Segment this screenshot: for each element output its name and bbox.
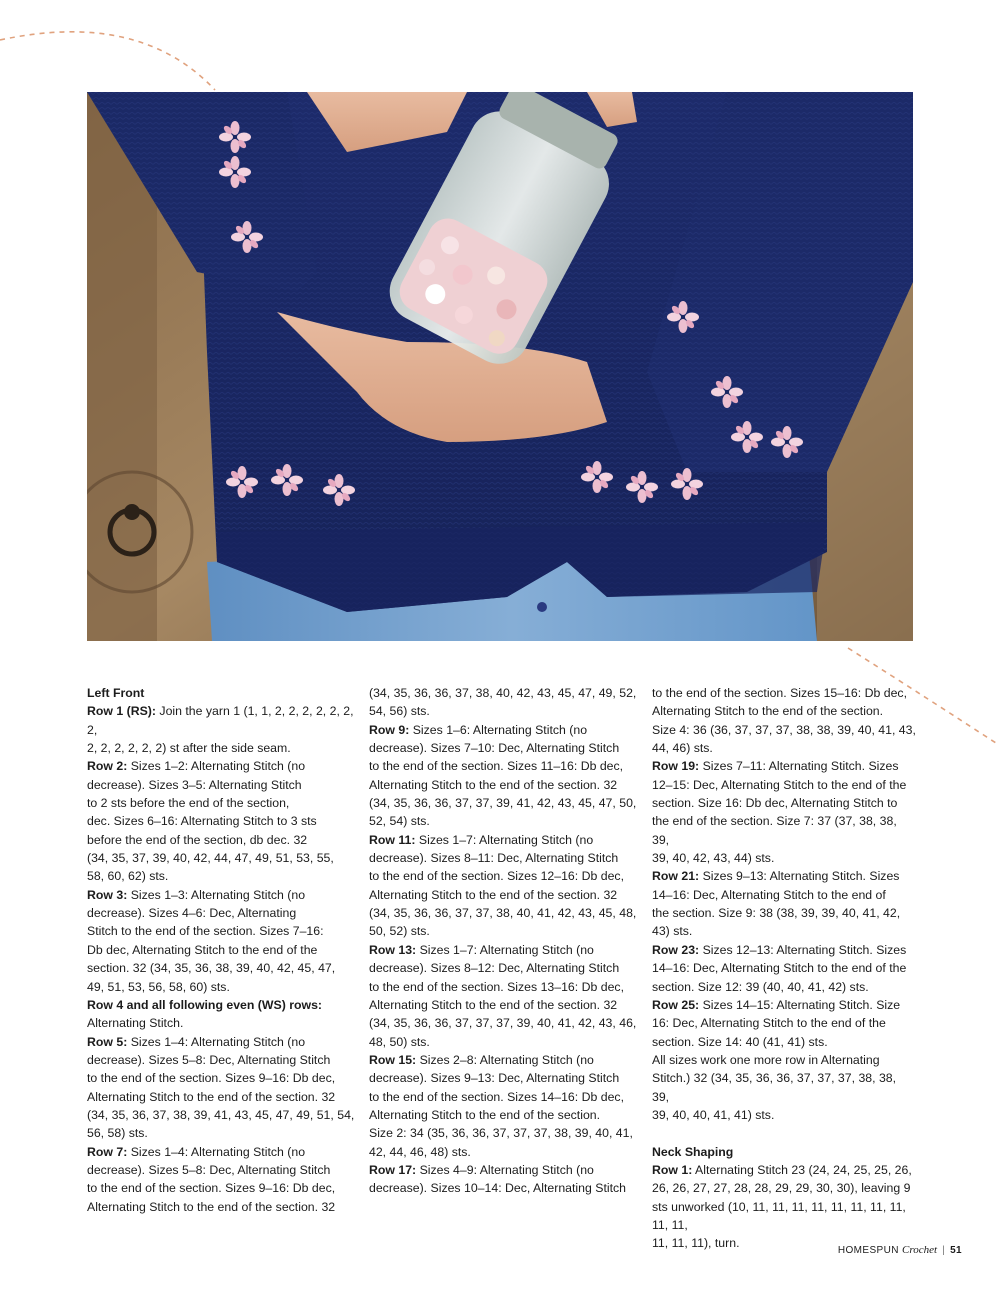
row-label: Row 7: [87, 1144, 128, 1159]
text-column-2 [369, 684, 637, 1198]
instruction-text: decrease). Sizes 7–10: Dec, Alternating Stitch [369, 741, 620, 756]
instruction-text: dec. Sizes 6–16: Alternating Stitch to 3 sts [87, 814, 317, 829]
instruction-text: Sizes 14–15: Alternating Stitch. Size [699, 997, 901, 1012]
text-line [87, 1033, 355, 1051]
cardigan-button-jar-photo-icon [87, 92, 913, 641]
text-line [87, 757, 355, 775]
instruction-text: to the end of the section. Sizes 9–16: Db dec, [87, 1071, 336, 1086]
text-line [369, 831, 637, 849]
text-line [369, 941, 637, 959]
row-label: Row 2: [87, 759, 128, 774]
instruction-text: (34, 35, 36, 36, 37, 37, 38, 40, 41, 42, 43, 45, 48, [369, 906, 637, 921]
text-line [87, 904, 355, 922]
text-line [369, 1014, 637, 1032]
instruction-text: decrease). Sizes 8–12: Dec, Alternating Stitch [369, 961, 620, 976]
text-line [369, 1088, 637, 1106]
text-line [87, 959, 355, 977]
text-line [87, 1014, 355, 1032]
instruction-text: Alternating Stitch to the end of the section. 32 [369, 887, 618, 902]
row-label: Row 5: [87, 1034, 128, 1049]
instruction-text: 39, 40, 40, 41, 41) sts. [652, 1107, 775, 1122]
text-line [87, 922, 355, 940]
section-heading: Left Front [87, 686, 145, 700]
text-line [87, 978, 355, 996]
text-line [652, 1051, 916, 1069]
instruction-text: 16: Dec, Alternating Stitch to the end of the [652, 1016, 886, 1031]
text-line [87, 1088, 355, 1106]
text-line [369, 1069, 637, 1087]
text-line [652, 941, 916, 959]
instruction-text: 14–16: Dec, Alternating Stitch to the end of the [652, 961, 907, 976]
instruction-text: 49, 51, 53, 56, 58, 60) sts. [87, 979, 230, 994]
text-line [652, 1033, 916, 1051]
instruction-text: Sizes 1–4: Alternating Stitch (no [127, 1144, 306, 1159]
row-label: Row 21: [652, 869, 700, 884]
text-line [369, 1143, 637, 1161]
text-line [652, 978, 916, 996]
text-line [652, 1179, 916, 1197]
text-column-3 [652, 684, 916, 1253]
text-line [369, 702, 637, 720]
text-line [369, 996, 637, 1014]
instruction-text: 54, 56) sts. [369, 704, 430, 719]
text-line [87, 941, 355, 959]
text-line [369, 721, 637, 739]
instruction-text: decrease). Sizes 3–5: Alternating Stitch [87, 777, 302, 792]
instruction-text: the section. Size 9: 38 (38, 39, 39, 40, 41, 42, [652, 906, 901, 921]
text-line [652, 996, 916, 1014]
row-label: Row 15: [369, 1052, 417, 1067]
text-line [87, 1161, 355, 1179]
text-line [369, 849, 637, 867]
instruction-text: (34, 35, 37, 39, 40, 42, 44, 47, 49, 51, 53, 55, [87, 851, 334, 866]
instruction-text: (34, 35, 36, 36, 37, 37, 37, 39, 40, 41, 42, 43, 46, [369, 1016, 637, 1031]
instruction-text: 58, 60, 62) sts. [87, 869, 169, 884]
row-label: Row 25: [652, 997, 700, 1012]
text-line [652, 922, 916, 940]
text-line [87, 867, 355, 885]
text-line [369, 1033, 637, 1051]
text-line [87, 1198, 355, 1216]
text-line [369, 867, 637, 885]
instruction-text: Sizes 9–13: Alternating Stitch. Sizes [699, 869, 900, 884]
text-line [369, 794, 637, 812]
text-line [652, 721, 916, 739]
instruction-text: to the end of the section. Sizes 14–16: Db dec, [369, 1089, 624, 1104]
footer-separator: | [942, 1245, 946, 1256]
instruction-text: section. 32 (34, 35, 36, 38, 39, 40, 42, 45, 47, [87, 961, 336, 976]
instruction-text: to the end of the section. Sizes 15–16: Db dec, [652, 686, 907, 700]
instruction-text: Sizes 1–2: Alternating Stitch (no [127, 759, 306, 774]
footer-brand-script: Crochet [902, 1244, 938, 1256]
instruction-text: (34, 35, 36, 36, 37, 37, 39, 41, 42, 43, 45, 47, 50, [369, 796, 637, 811]
text-line [369, 684, 637, 702]
instruction-text: Sizes 2–8: Alternating Stitch (no [416, 1052, 594, 1067]
instruction-text: decrease). Sizes 10–14: Dec, Alternating Stitch [369, 1181, 627, 1196]
text-line [652, 794, 916, 812]
row-label: Row 3: [87, 887, 128, 902]
text-column-1 [87, 684, 355, 1216]
text-line [652, 959, 916, 977]
text-line [652, 849, 916, 867]
instruction-text: 2, 2, 2, 2, 2, 2) st after the side seam. [87, 741, 291, 756]
instruction-text: 42, 44, 46, 48) sts. [369, 1144, 471, 1159]
text-line [652, 684, 916, 702]
instruction-text: Db dec, Alternating Stitch to the end of the [87, 942, 318, 957]
text-line [652, 1106, 916, 1124]
row-label: Row 13: [369, 942, 417, 957]
instruction-text: sts unworked (10, 11, 11, 11, 11, 11, 11, 11, 11, 11, 11, [652, 1199, 906, 1232]
text-line [369, 1051, 637, 1069]
instruction-text: Size 2: 34 (35, 36, 36, 37, 37, 37, 38, 39, 40, 41, [369, 1126, 633, 1141]
text-line [652, 776, 916, 794]
text-line [369, 886, 637, 904]
footer-brand: HOMESPUN [837, 1245, 899, 1256]
instruction-text: Sizes 4–9: Alternating Stitch (no [416, 1162, 594, 1177]
row-label: Row 11: [369, 832, 416, 847]
instruction-text: Alternating Stitch to the end of the section. 32 [369, 997, 618, 1012]
instruction-text: decrease). Sizes 8–11: Dec, Alternating Stitch [369, 851, 619, 866]
text-line [369, 959, 637, 977]
text-line [369, 922, 637, 940]
instruction-text: 50, 52) sts. [369, 924, 430, 939]
text-line [369, 739, 637, 757]
instruction-text: Stitch to the end of the section. Sizes 7–16: [87, 924, 324, 939]
instruction-text: section. Size 16: Db dec, Alternating Stitch to [652, 796, 898, 811]
instruction-text: before the end of the section, db dec. 32 [87, 832, 308, 847]
instruction-text: 48, 50) sts. [369, 1034, 430, 1049]
instruction-text: Alternating Stitch to the end of the section. [369, 1107, 601, 1122]
section-heading: Neck Shaping [652, 1144, 734, 1159]
instruction-text: section. Size 12: 39 (40, 40, 41, 42) sts. [652, 979, 869, 994]
text-line [652, 1069, 916, 1106]
text-line [87, 1143, 355, 1161]
text-line [652, 757, 916, 775]
text-line [87, 1069, 355, 1087]
row-label: Row 1: [652, 1162, 693, 1177]
instruction-text: 12–15: Dec, Alternating Stitch to the end of the [652, 777, 907, 792]
instruction-text: Sizes 1–4: Alternating Stitch (no [127, 1034, 306, 1049]
text-line [87, 794, 355, 812]
instruction-text: decrease). Sizes 4–6: Dec, Alternating [87, 906, 297, 921]
hero-photo [87, 92, 913, 641]
text-line [87, 1124, 355, 1142]
text-line [652, 867, 916, 885]
instruction-text: decrease). Sizes 5–8: Dec, Alternating Stitch [87, 1162, 331, 1177]
instruction-text: Alternating Stitch to the end of the section. 32 [87, 1199, 336, 1214]
instruction-text: 52, 54) sts. [369, 814, 430, 829]
instruction-text: (34, 35, 36, 36, 37, 38, 40, 42, 43, 45, 47, 49, 52, [369, 686, 637, 700]
text-line [369, 1179, 637, 1197]
row-label: Row 19: [652, 759, 700, 774]
instruction-text: 56, 58) sts. [87, 1126, 148, 1141]
instruction-text: to the end of the section. Sizes 9–16: Db dec, [87, 1181, 336, 1196]
text-line [87, 886, 355, 904]
text-line [87, 849, 355, 867]
text-line [652, 904, 916, 922]
instruction-text: to the end of the section. Sizes 13–16: Db dec, [369, 979, 624, 994]
text-line [652, 886, 916, 904]
text-line [369, 1106, 637, 1124]
text-line [652, 1014, 916, 1032]
instruction-text: 11, 11, 11), turn. [652, 1236, 740, 1251]
text-line [652, 1161, 916, 1179]
text-line [369, 1124, 637, 1142]
page-footer [838, 1244, 962, 1256]
text-line [369, 978, 637, 996]
paragraph-spacer [652, 1124, 916, 1142]
instruction-text: Sizes 12–13: Alternating Stitch. Sizes [699, 942, 907, 957]
instruction-text: Alternating Stitch to the end of the section. 32 [87, 1089, 336, 1104]
instruction-text: Stitch.) 32 (34, 35, 36, 36, 37, 37, 37, 38, 38, 39, [652, 1071, 897, 1104]
text-line [369, 904, 637, 922]
text-line [87, 1179, 355, 1197]
text-line [87, 739, 355, 757]
text-line [369, 812, 637, 830]
instruction-text: Alternating Stitch to the end of the section. [652, 704, 884, 719]
instruction-text: to the end of the section. Sizes 11–16: Db dec, [369, 759, 624, 774]
row-label: Row 1 (RS): [87, 704, 156, 719]
text-line [87, 1106, 355, 1124]
text-line [652, 1198, 916, 1235]
instruction-text: decrease). Sizes 5–8: Dec, Alternating Stitch [87, 1052, 331, 1067]
instruction-text: (34, 35, 36, 37, 38, 39, 41, 43, 45, 47, 49, 51, 54, [87, 1107, 355, 1122]
text-line [87, 702, 355, 739]
text-line [369, 776, 637, 794]
instruction-text: Alternating Stitch. [87, 1016, 184, 1031]
text-line [87, 812, 355, 830]
instruction-text: decrease). Sizes 9–13: Dec, Alternating Stitch [369, 1071, 620, 1086]
instruction-text: 44, 46) sts. [652, 741, 713, 756]
instruction-text: 14–16: Dec, Alternating Stitch to the end of [652, 887, 886, 902]
text-line [87, 776, 355, 794]
instruction-text: Sizes 1–6: Alternating Stitch (no [409, 722, 588, 737]
text-line [652, 739, 916, 757]
row-label: Row 9: [369, 722, 410, 737]
instruction-text: the end of the section. Size 7: 37 (37, 38, 38, 39, [652, 814, 897, 847]
text-line [369, 1161, 637, 1179]
row-label: Row 4 and all following even (WS) rows: [87, 997, 323, 1012]
instruction-text: Alternating Stitch 23 (24, 24, 25, 25, 26, [692, 1162, 912, 1177]
instruction-text: Sizes 1–7: Alternating Stitch (no [416, 942, 594, 957]
instruction-text: All sizes work one more row in Alternating [652, 1052, 880, 1067]
text-line [87, 831, 355, 849]
instruction-text: Sizes 7–11: Alternating Stitch. Sizes [699, 759, 899, 774]
text-line [652, 812, 916, 849]
instruction-text: 39, 40, 42, 43, 44) sts. [652, 851, 775, 866]
instruction-text: Alternating Stitch to the end of the section. 32 [369, 777, 618, 792]
instruction-text: Sizes 1–7: Alternating Stitch (no [415, 832, 594, 847]
instruction-text: Size 4: 36 (36, 37, 37, 37, 38, 38, 39, 40, 41, 43, [652, 722, 916, 737]
instruction-text: Join the yarn 1 (1, 1, 2, 2, 2, 2, 2, 2, 2, [87, 704, 354, 737]
instruction-text: 43) sts. [652, 924, 693, 939]
page-number: 51 [950, 1245, 962, 1256]
text-line [652, 702, 916, 720]
row-label: Row 23: [652, 942, 700, 957]
instruction-text: to 2 sts before the end of the section, [87, 796, 290, 811]
instruction-text: section. Size 14: 40 (41, 41) sts. [652, 1034, 828, 1049]
text-line [369, 757, 637, 775]
row-label: Row 17: [369, 1162, 417, 1177]
instruction-text: to the end of the section. Sizes 12–16: Db dec, [369, 869, 624, 884]
instruction-text: Sizes 1–3: Alternating Stitch (no [127, 887, 306, 902]
text-line [87, 1051, 355, 1069]
instruction-text: 26, 26, 27, 27, 28, 28, 29, 29, 30, 30), leaving 9 [652, 1181, 911, 1196]
text-line [87, 996, 355, 1014]
